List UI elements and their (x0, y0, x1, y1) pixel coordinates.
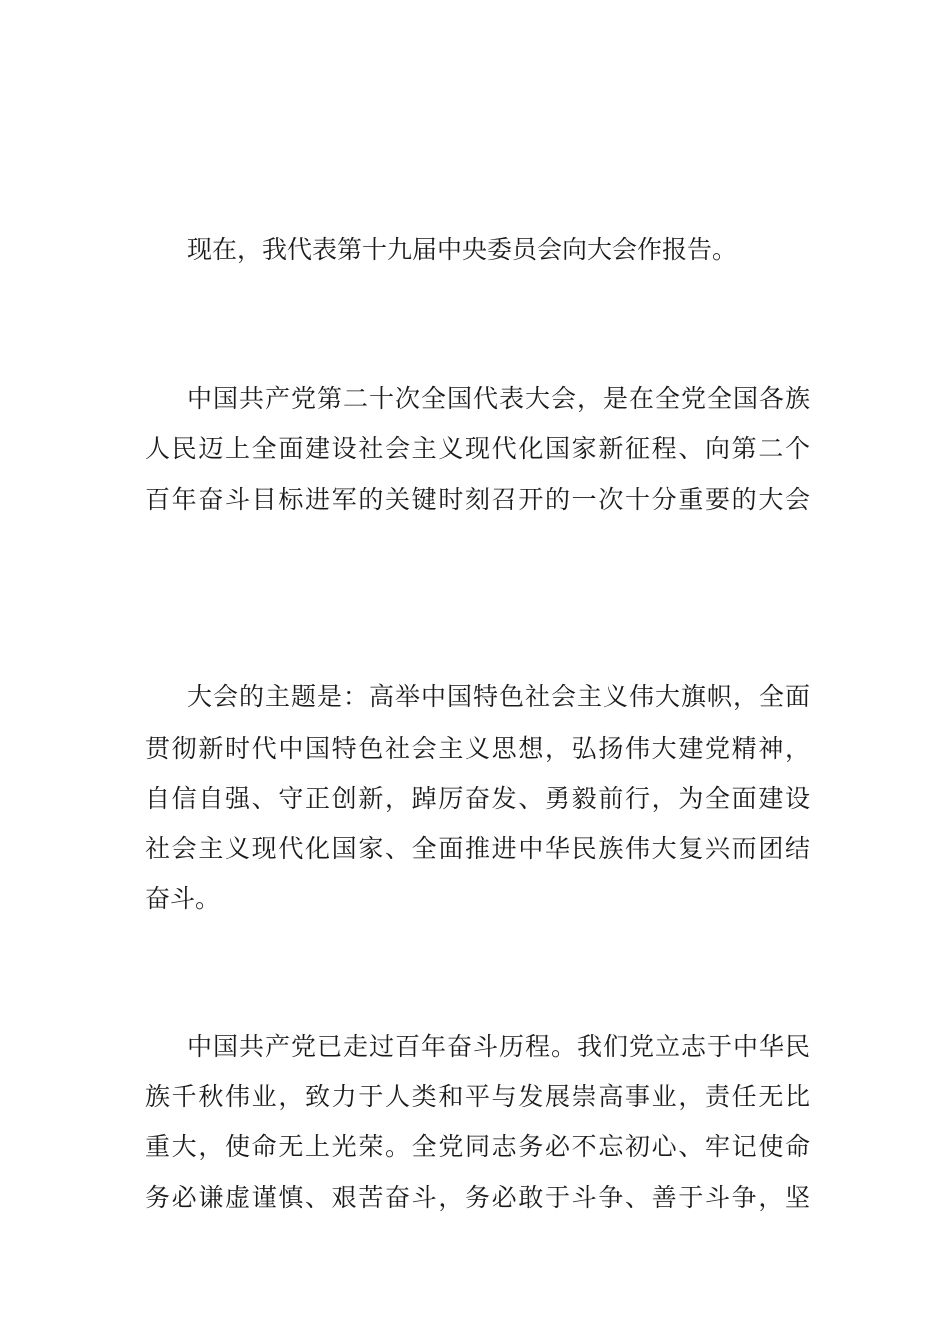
paragraph-2-line-1: 中国共产党第二十次全国代表大会，是在全党全国各族 (187, 384, 810, 413)
paragraph-4-line-3: 重大，使命无上光荣。全党同志务必不忘初心、牢记使命 (145, 1132, 810, 1161)
paragraph-3-line-3: 自信自强、守正创新，踔厉奋发、勇毅前行，为全面建设 (145, 784, 810, 813)
paragraph-2-line-3: 百年奋斗目标进军的关键时刻召开的一次十分重要的大会 (145, 485, 810, 514)
paragraph-1-line-1: 现在，我代表第十九届中央委员会向大会作报告。 (187, 235, 738, 264)
paragraph-4-line-2: 族千秋伟业，致力于人类和平与发展崇高事业，责任无比 (145, 1082, 810, 1111)
paragraph-4-line-4: 务必谦虚谨慎、艰苦奋斗，务必敢于斗争、善于斗争，坚 (145, 1183, 810, 1212)
paragraph-3-line-2: 贯彻新时代中国特色社会主义思想，弘扬伟大建党精神， (145, 734, 810, 763)
paragraph-4-line-1: 中国共产党已走过百年奋斗历程。我们党立志于中华民 (187, 1032, 810, 1061)
paragraph-2-line-2: 人民迈上全面建设社会主义现代化国家新征程、向第二个 (145, 434, 810, 463)
paragraph-3-line-4: 社会主义现代化国家、全面推进中华民族伟大复兴而团结 (145, 834, 810, 863)
paragraph-3-line-1: 大会的主题是：高举中国特色社会主义伟大旗帜，全面 (187, 682, 810, 711)
paragraph-3-line-5: 奋斗。 (145, 884, 221, 913)
